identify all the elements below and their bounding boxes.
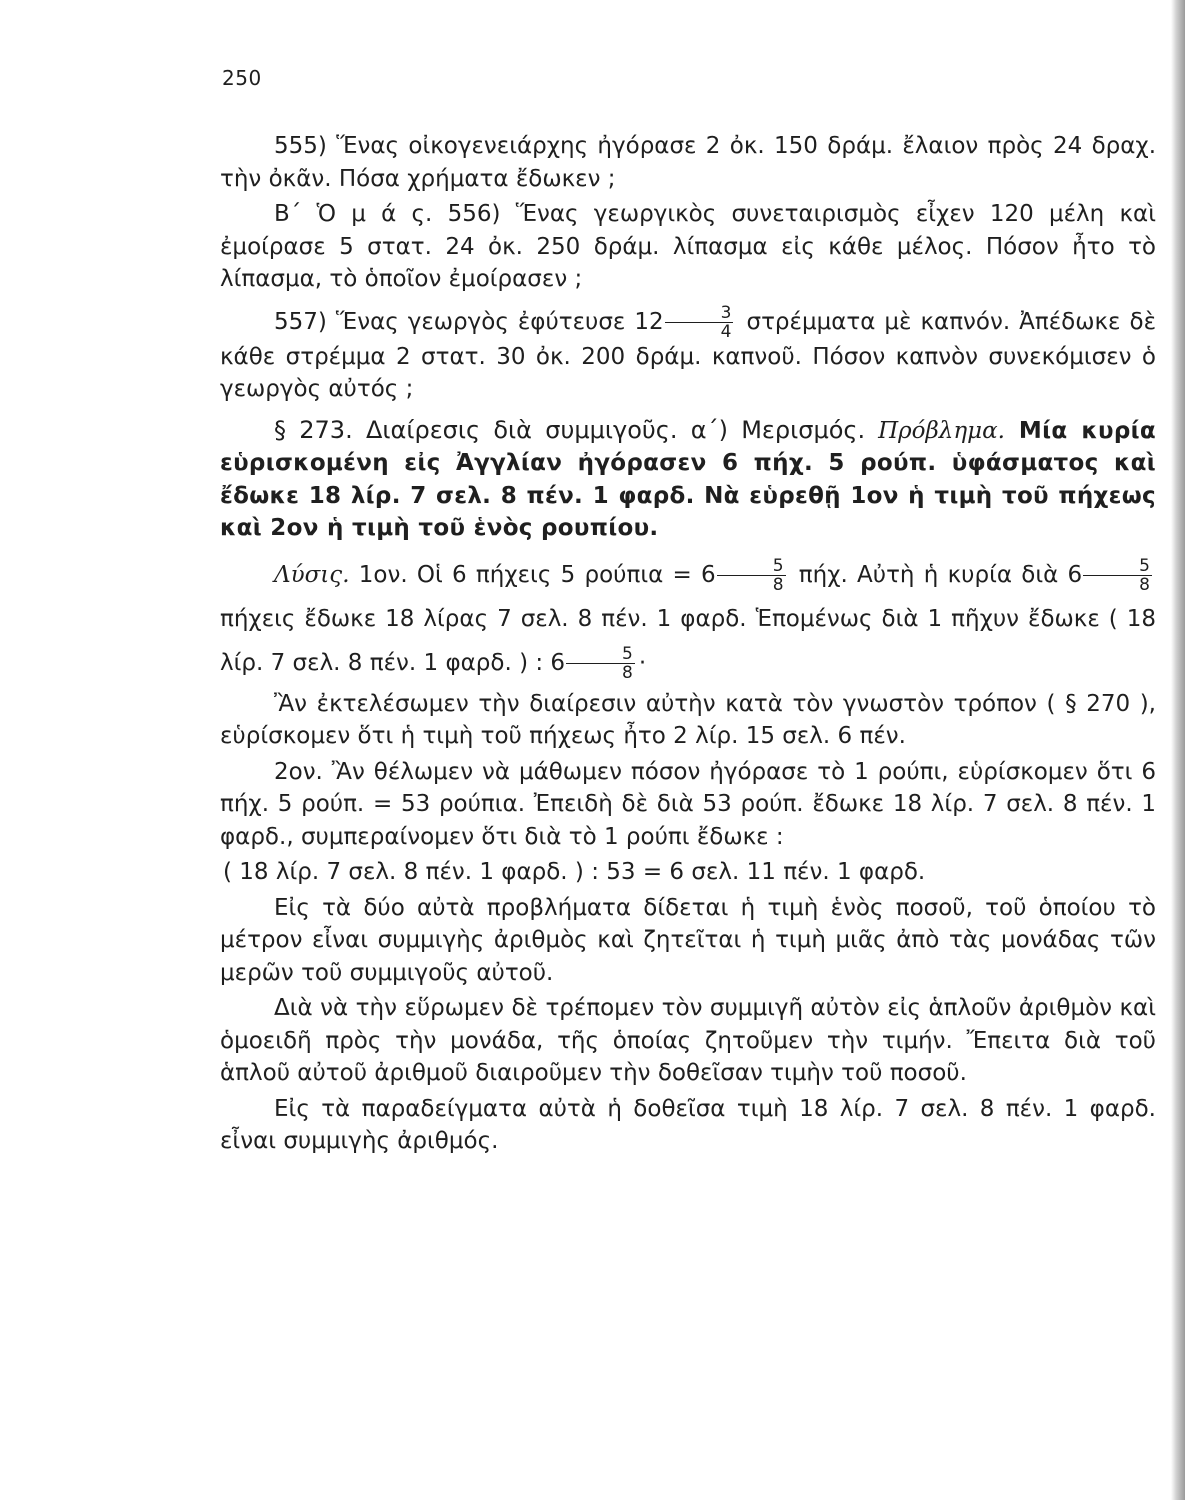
page-number: 250 xyxy=(222,66,262,90)
solution-part-2 xyxy=(220,756,1156,854)
fraction-five-eighths-2 xyxy=(1083,557,1152,594)
section-problem-label: Πρόβλημα. xyxy=(865,417,1005,444)
fraction-denominator: 8 xyxy=(622,662,633,683)
fraction-numerator: 5 xyxy=(1083,557,1152,576)
scan-edge-shadow xyxy=(1171,0,1185,1500)
problem-557 xyxy=(220,304,1156,406)
solution-part-1 xyxy=(220,553,1156,685)
solution-text-b: πήχ. Αὐτὴ ἡ κυρία διὰ 6 xyxy=(789,561,1083,588)
section-problem-statement: Μία κυρία εὑρισκομένη εἰς Ἀγγλίαν ἠγόρασεν 6 πήχ. 5 ρούπ. ὑφάσματος καὶ ἔδωκε 18 λίρ. 7 σελ. 8 πέν. 1 φαρδ. Νὰ εὑρεθῇ 1ον ἡ τιμὴ τοῦ πήχεως καὶ 2ον ἡ τιμὴ τοῦ ἑνὸς ρουπίου. xyxy=(220,417,1156,541)
paragraph-if-division-text: Ἂν ἐκτελέσωμεν τὴν διαίρεσιν αὐτὴν κατὰ τὸν γνωστὸν τρόπον ( § 270 ), εὑρίσκομεν ὅτι ἡ τιμὴ τοῦ πήχεως ἦτο 2 λίρ. 15 σελ. 6 πέν. xyxy=(220,690,1156,749)
solution-text-c: πήχεις ἔδωκε 18 λίρας 7 σελ. 8 πέν. 1 φαρδ. Ἑπομένως διὰ 1 πῆχυν ἔδωκε ( 18 λίρ. 7 σελ. 8 πέν. 1 φαρδ. ) : 6 xyxy=(220,605,1156,676)
solution-text-a: 1ον. Οἱ 6 πήχεις 5 ρούπια = 6 xyxy=(349,561,716,588)
page-body xyxy=(220,130,1156,1161)
fraction-numerator: 5 xyxy=(717,557,786,576)
fraction-numerator: 5 xyxy=(566,645,635,664)
fraction-three-quarters xyxy=(665,304,734,341)
solution-label: Λύσις. xyxy=(274,561,350,588)
problem-556-text: Β΄ Ὁ μ ά ς. 556) Ἕνας γεωργικὸς συνεταιρισμὸς εἶχεν 120 μέλη καὶ ἐμοίρασε 5 στατ. 24 ὀκ. 250 δράμ. λίπασμα εἰς κάθε μέλος. Πόσον ἦτο τὸ λίπασμα, τὸ ὁποῖον ἐμοίρασεν ; xyxy=(220,201,1156,292)
fraction-denominator: 8 xyxy=(772,574,784,595)
problem-556 xyxy=(220,198,1156,296)
fraction-denominator: 4 xyxy=(720,321,732,342)
fraction-numerator: 3 xyxy=(665,304,734,323)
paragraph-examples: Εἰς τὰ παραδείγματα αὐτὰ ἡ δοθεῖσα τιμὴ 18 λίρ. 7 σελ. 8 πέν. 1 φαρδ. εἶναι συμμιγὴς ἀριθμός. xyxy=(220,1095,1156,1154)
fraction-denominator: 8 xyxy=(1139,574,1150,595)
paragraph-method: Διὰ νὰ τὴν εὕρωμεν δὲ τρέπομεν τὸν συμμιγῆ αὐτὸν εἰς ἁπλοῦν ἀριθμὸν καὶ ὁμοειδῆ πρὸς τὴν μονάδα, τῆς ὁποίας ζητοῦμεν τὴν τιμήν. Ἔπειτα διὰ τοῦ ἁπλοῦ αὐτοῦ ἀριθμοῦ διαιροῦμεν τὴν δοθεῖσαν τιμὴν τοῦ ποσοῦ. xyxy=(220,995,1156,1086)
problem-557-text-start: 557) Ἕνας γεωργὸς ἐφύτευσε 12 xyxy=(274,308,664,335)
solution-part-2-text: 2ον. Ἂν θέλωμεν νὰ μάθωμεν πόσον ἠγόρασε τὸ 1 ρούπι, εὑρίσκομεν ὅτι 6 πήχ. 5 ρούπ. = 53 ρούπια. Ἐπειδὴ δὲ διὰ 53 ρούπ. ἔδωκε 18 λίρ. 7 σελ. 8 πέν. 1 φαρδ., συμπεραίνομεν ὅτι διὰ τὸ 1 ρούπι ἔδωκε : xyxy=(220,758,1156,850)
fraction-five-eighths-1 xyxy=(717,557,786,594)
section-heading: § 273. Διαίρεσις διὰ συμμιγοῦς. α΄) Μερισμός. xyxy=(274,415,866,444)
paragraph-two-problems: Εἰς τὰ δύο αὐτὰ προβλήματα δίδεται ἡ τιμὴ ἑνὸς ποσοῦ, τοῦ ὁποίου τὸ μέτρον εἶναι συμμιγὴς ἀριθμὸς καὶ ζητεῖται ἡ τιμὴ μιᾶς ἀπὸ τὰς μονάδας τῶν μερῶν τοῦ συμμιγοῦς αὐτοῦ. xyxy=(220,894,1156,986)
solution-text-d: · xyxy=(638,649,647,676)
division-formula: ( 18 λίρ. 7 σελ. 8 πέν. 1 φαρδ. ) : 53 = 6 σελ. 11 πέν. 1 φαρδ. xyxy=(223,859,926,885)
paragraph-if-division xyxy=(220,688,1156,753)
fraction-five-eighths-3 xyxy=(566,645,635,682)
problem-555-text: 555) Ἕνας οἰκογενειάρχης ἠγόρασε 2 ὀκ. 150 δράμ. ἔλαιον πρὸς 24 δραχ. τὴν ὀκᾶν. Πόσα χρήματα ἔδωκεν ; xyxy=(220,133,1156,192)
problem-557-text-end: στρέμματα μὲ καπνόν. Ἀπέδωκε δὲ κάθε στρέμμα 2 στατ. 30 ὀκ. 200 δράμ. καπνοῦ. Πόσον καπνὸν συνεκόμισεν ὁ γεωργὸς αὐτός ; xyxy=(220,308,1156,402)
section-273 xyxy=(220,414,1156,545)
problem-555 xyxy=(220,130,1156,195)
